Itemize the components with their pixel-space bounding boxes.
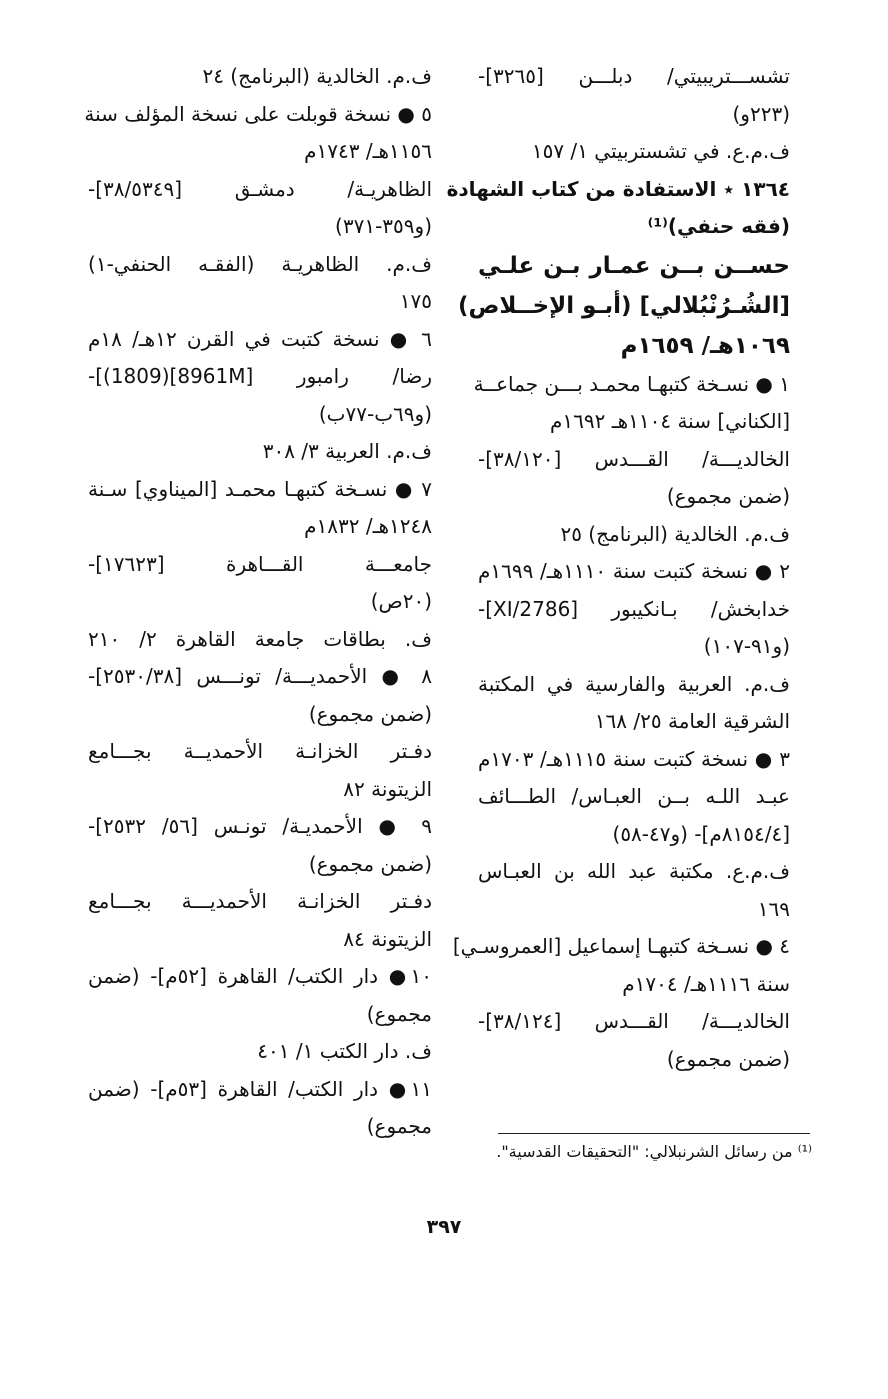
left-column-line: (و٦٩ب-٧٧ب) <box>318 401 432 426</box>
left-column-line: (و٣٥٩-٣٧١) <box>335 214 432 238</box>
right-column-line: (ضمن مجموع) <box>666 484 790 508</box>
right-column-line: حســن بــن عمـار بـن علـي <box>478 252 790 279</box>
right-column-line: تشســـتريبيتي/ دبلـــن [٣٢٦٥]- <box>478 64 790 88</box>
left-column-line: مجموع) <box>366 1001 432 1026</box>
left-column-line: (ضمن مجموع) <box>308 851 432 876</box>
left-column-line: ١١٥٦هـ/ ١٧٤٣م <box>304 139 432 163</box>
left-column-line: الظاهريـة/ دمشـق [٣٨/٥٣٤٩]- <box>88 176 432 201</box>
page-number: ٣٩٧ <box>426 1216 462 1238</box>
right-column-line: ١ ● نسـخة كتبهـا محمـد بـــن جماعــة <box>473 371 790 396</box>
left-column-line: ف.م. الخالدية (البرنامج) ٢٤ <box>202 64 432 88</box>
left-column-line: ف. بطاقات جامعة القاهرة ٢/ ٢١٠ <box>88 626 432 651</box>
left-column-line: ١٧٥ <box>399 289 432 313</box>
right-column-line: الخالديـــة/ القـــدس [٣٨/١٢٠]- <box>478 446 790 471</box>
right-column-line: ١٠٦٩هـ/ ١٦٥٩م <box>620 332 790 359</box>
right-column-line: ف.م. العربية والفارسية في المكتبة <box>478 671 790 696</box>
right-column-line: ٢ ● نسخة كتبت سنة ١١١٠هـ/ ١٦٩٩م <box>478 559 790 583</box>
right-column <box>446 58 790 1078</box>
left-column <box>84 58 432 1146</box>
right-column-line: ف.م.ع. مكتبة عبد الله بن العبـاس <box>478 859 790 883</box>
left-column-line: دفـتر الخزانـة الأحمديــة بجـــامع <box>88 739 432 763</box>
right-column-line: (٢٢٣و) <box>732 101 790 126</box>
left-column-line: (٢٠ص) <box>370 589 432 613</box>
right-column-line: ٣ ● نسخة كتبت سنة ١١١٥هـ/ ١٧٠٣م <box>478 746 790 771</box>
footnote: ⁽¹⁾ من رسائل الشرنبلالي: "التحقيقات القدسية". <box>496 1142 812 1161</box>
left-column-line: الزيتونة ٨٤ <box>343 926 432 951</box>
right-column-line: [الشُـرُنْبُلالي] (أبـو الإخــلاص) <box>457 292 790 319</box>
left-column-line: ١١● دار الكتب/ القاهرة [٥٣م]- (ضمن <box>88 1076 432 1101</box>
right-column-line: سنة ١١١٦هـ/ ١٧٠٤م <box>622 971 790 996</box>
left-column-line: ١٢٤٨هـ/ ١٨٣٢م <box>304 514 432 538</box>
left-column-line: (ضمن مجموع) <box>308 701 432 726</box>
left-column-line: ٩ ● الأحمديـة/ تونـس [٥٦/ ٢٥٣٢]- <box>88 814 432 838</box>
right-column-line: ٤ ● نسـخة كتبهـا إسماعيل [العمروسـي] <box>452 934 790 958</box>
left-column-line: ٨ ● الأحمديـــة/ تونـــس [٢٥٣٠/٣٨]- <box>88 664 432 688</box>
left-column-line: رضا/ رامبور [8961M](1809)]- <box>88 364 432 388</box>
left-column-line: ٦ ● نسخة كتبت في القرن ١٢هـ/ ١٨م <box>88 326 432 351</box>
footnote-divider <box>498 1133 810 1134</box>
right-column-line: (فقه حنفي)⁽¹⁾ <box>647 214 790 238</box>
left-column-line: جامعـــة القـــاهرة [١٧٦٢٣]- <box>88 551 432 576</box>
left-column-line: ٥ ● نسخة قوبلت على نسخة المؤلف سنة <box>84 101 432 126</box>
right-column-line: الشرقية العامة ٢٥/ ١٦٨ <box>594 709 790 733</box>
left-column-line: الزيتونة ٨٢ <box>343 776 432 801</box>
right-column-line: [الكناني] سنة ١١٠٤هـ ١٦٩٢م <box>550 409 790 433</box>
right-column-line: ف.م.ع. في تشستربيتي ١/ ١٥٧ <box>531 139 790 163</box>
left-column-line: ف. دار الكتب ١/ ٤٠١ <box>257 1039 432 1063</box>
right-column-line: ف.م. الخالدية (البرنامج) ٢٥ <box>560 521 790 546</box>
left-column-line: ف.م. الظاهريـة (الفقـه الحنفي-١) <box>88 251 432 276</box>
left-column-line: ف.م. العربية ٣/ ٣٠٨ <box>262 439 432 463</box>
left-column-line: مجموع) <box>366 1114 432 1138</box>
right-column-line: [٨١٥٤/٤م]- (و٤٧-٥٨) <box>612 821 790 846</box>
right-column-line: (و٩١-١٠٧) <box>703 634 790 658</box>
right-column-line: عبـد اللـه بــن العبـاس/ الطـــائف <box>478 784 790 808</box>
left-column-line: دفـتر الخزانـة الأحمديـــة بجـــامع <box>88 889 432 913</box>
right-column-line: الخالديـــة/ القـــدس [٣٨/١٢٤]- <box>478 1009 790 1033</box>
right-column-line: ١٣٦٤ ٭ الاستفادة من كتاب الشهادة <box>446 176 790 201</box>
left-column-line: ٧ ● نسـخة كتبهـا محمـد [الميناوي] سـنة <box>88 476 432 501</box>
right-column-line: (ضمن مجموع) <box>666 1046 790 1071</box>
right-column-line: ١٦٩ <box>757 896 790 921</box>
left-column-line: ١٠● دار الكتب/ القاهرة [٥٢م]- (ضمن <box>88 964 432 988</box>
right-column-line: خدابخش/ بـانكيبور [2786/XI]- <box>478 596 790 621</box>
